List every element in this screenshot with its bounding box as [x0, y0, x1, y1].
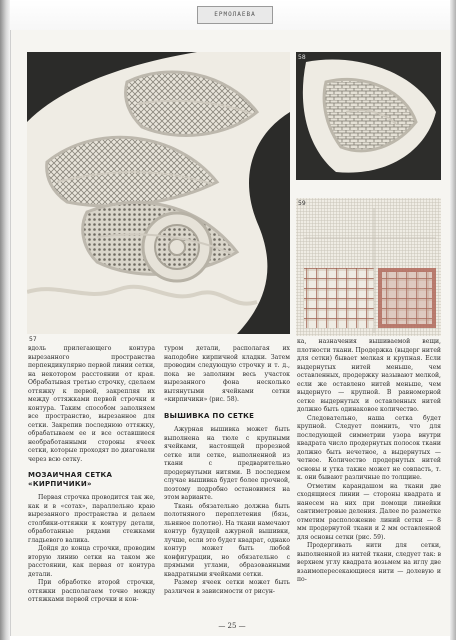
lace-leaf-illustration: [27, 52, 290, 334]
paragraph: Первая строчка проводится так же, как и в «сотах», параллельно краю вырезанного пространства и делаем столбики-оттяжки к контуру детали, обработанные рядами стежками гладьевого валика.: [28, 494, 155, 544]
lace-brick-mesh-illustration: [296, 52, 441, 180]
library-stamp-text: ЕРМОЛАЕВА: [214, 11, 256, 18]
figure-57-lace-photo: [27, 52, 290, 334]
scan-shadow-right: [450, 0, 456, 640]
paragraph: Отметим карандашом на ткани две сходящиеся линии — стороны квадрата и нанесем на них при помощи линейки сантиметровые деления. Далее по разметке отметим расположение линий сетки — 8 мм продернутой ткани и 2 мм оставленной для основы сетки (рис. 59).: [297, 482, 441, 541]
drawn-thread-grid-illustration: [296, 198, 441, 336]
paragraph: туром детали, располагая их наподобие кирпичной кладки. Затем проводим следующую строчку и т. д., пока не заполним весь участок вырезанного фона несколько вытянутыми ячейками сетки «кирпичики» (рис. 58).: [164, 345, 290, 403]
paragraph: Размер ячеек сетки может быть различен в зависимости от рисун-: [164, 579, 290, 595]
paragraph: Следовательно, наша сетка будет крупной. Следует помнить, что для последующей симметрии узора внутри квадрата число продернутых полосок ткани должно быть нечетное, а выдернутых — четное. Количество продернутых нитей основы и утка также может не совпасть, т. к. они бывают различные по толщине.: [297, 414, 441, 481]
figure-59-fabric-grid-photo: [296, 198, 441, 336]
paragraph: Ажурная вышивка может быть выполнена на тюле с крупными ячейками, настоящей прорезной сетке или сетке, выполненной из ткани с предварительно продернутыми нитями. В последнем случае вышивка будет более прочной, поэтому подробно остановимся на этом варианте.: [164, 426, 290, 501]
paragraph: Продергивать нити для сетки, выполненной из нитей ткани, следует так: в верхнем углу квадрата возьмем на иглу две взаимопересекающиеся нити — долевую и по-: [297, 542, 441, 583]
page-number: — 25 —: [218, 622, 246, 630]
figure-58-lace-photo: [296, 52, 441, 180]
paragraph: Ткань обязательно должна быть полотняного переплетения (бязь, льняное полотно). На ткани намечают контур будущей ажурной вышивки, лучше, если это будет квадрат, однако контур может быть любой конфигурации, но обязательно с прямыми углами, образованными квадратными ячейками сетки.: [164, 502, 290, 578]
text-column-2: [164, 345, 290, 620]
paragraph: Дойдя до конца строчки, проводим вторую линию сетки на таком же расстоянии, как первая от контура детали.: [28, 545, 155, 578]
figure-57-caption: 57: [29, 336, 37, 343]
section-heading-net-embroidery: ВЫШИВКА ПО СЕТКЕ: [164, 411, 255, 420]
heading-line: МОЗАИЧНАЯ СЕТКА: [28, 471, 113, 479]
section-heading-mosaic-mesh: [28, 471, 155, 488]
heading-line: «КИРПИЧИКИ»: [28, 479, 92, 488]
figure-59-caption: 59: [298, 200, 306, 207]
paragraph: ка, назначения вышиваемой вещи, плотности ткани. Продержка (выдерг нитей для сетки) бывает мелкая и крупная. Если выдернутых нитей меньше, чем оставленных, продержку называют мелкой, если же оставлено нитей меньше, чем выдернуто — крупной. В равномерной сетке выдернутых и оставленных нитей должно быть одинаковое количество.: [297, 338, 441, 413]
paragraph: вдоль прилегающего контура вырезанного пространства перпендикулярно первой линии сетки, на некотором расстоянии от края. Обрабатывая третью строчку, сделаем оттяжку к первой, закрепляя их между оттяжками первой строчки и контура. Таким способом заполняем все пространство, вырезанное для сетки. Закрепив последнюю оттяжку, обрабатываем ее и все оставшиеся необработанными стороны ячеек сетки, которые проходят по диагонали через всю сетку.: [28, 345, 155, 463]
scan-shadow-left: [0, 0, 10, 640]
text-column-1: [28, 345, 155, 620]
text-column-3: [297, 338, 441, 620]
figure-58-caption: 58: [298, 54, 306, 61]
paragraph: При обработке второй строчки, оттяжки располагаем точно между оттяжками первой строчки и кон-: [28, 579, 155, 603]
